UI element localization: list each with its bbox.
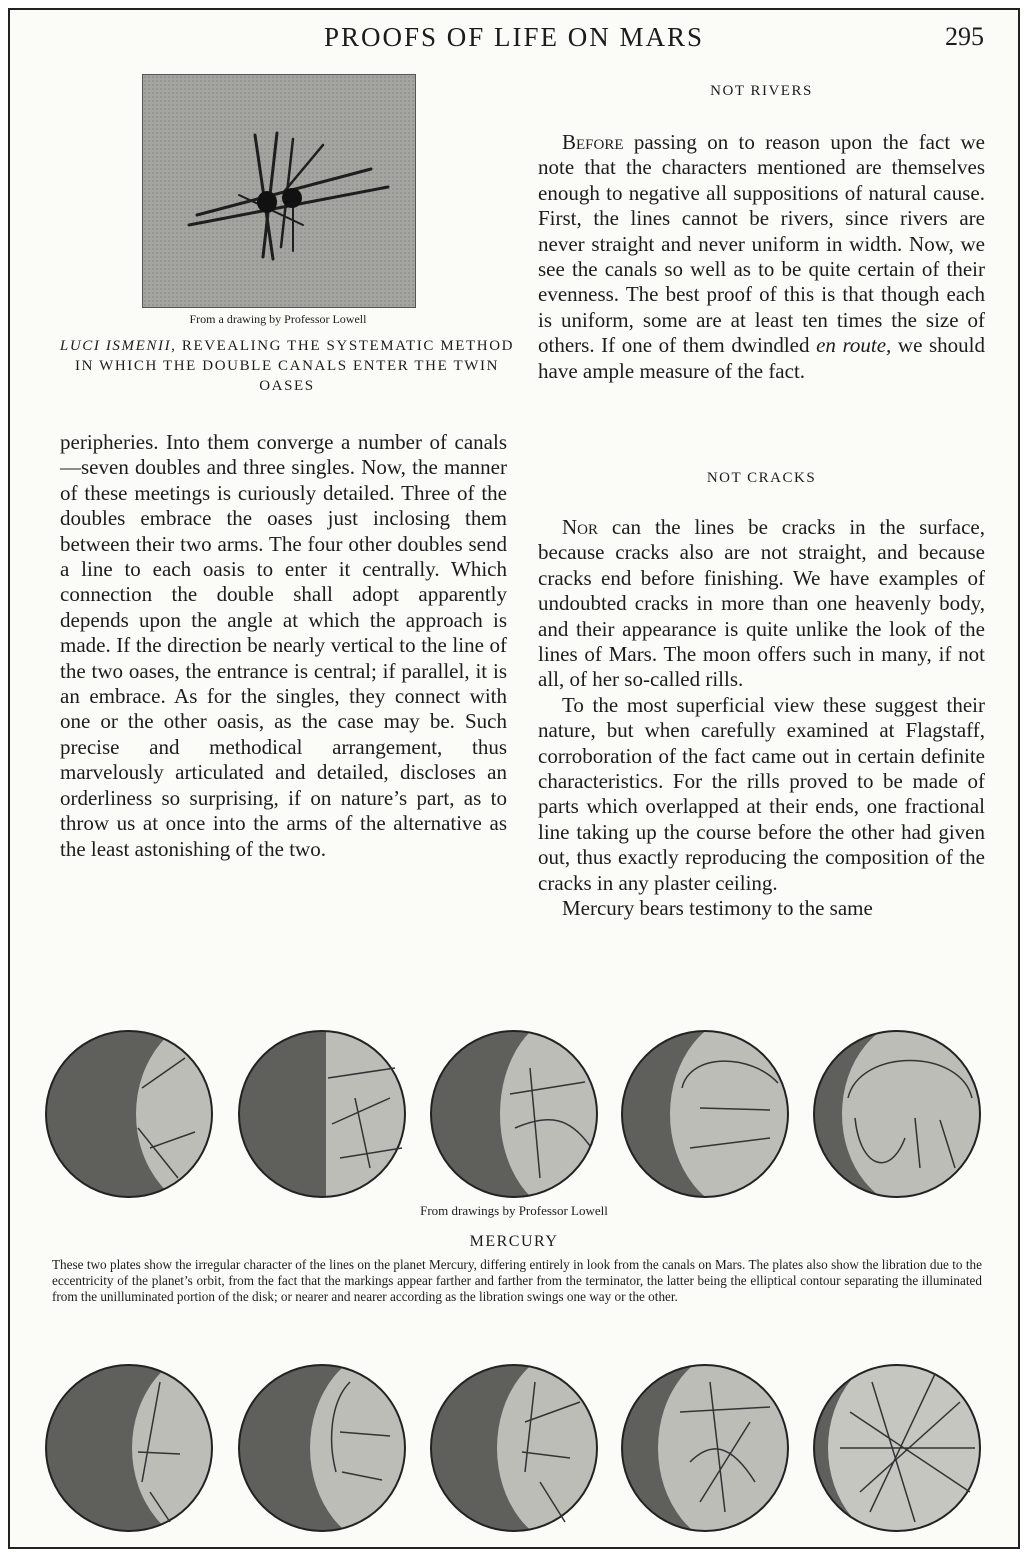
paragraph-not-rivers-end: we should have ample measure of the fact. <box>538 333 985 383</box>
paragraph-not-rivers <box>538 130 985 384</box>
mercury-disk <box>814 1362 992 1534</box>
right-column-lower <box>538 515 985 922</box>
document-page <box>8 8 1020 1549</box>
luci-ismenii-drawing <box>142 74 416 308</box>
mercury-plate-lower <box>10 1362 1020 1534</box>
left-column <box>60 430 507 862</box>
mercury-caption: These two plates show the irregular character of the lines on the planet Mercury, differing entirely in look from the canals on Mars. The plates also show the libration due to the eccentricity of the planet’s orbit, from the fact that the markings appear farther and farther from the terminator, the latter being the elliptical contour separating the illuminated from the unilluminated portion of the disk; or nearer and nearer according as the libration swings one way or the other. <box>52 1257 982 1304</box>
figure-caption-text: REVEALING THE SYSTEMATIC METHOD IN WHICH THE DOUBLE CANALS ENTER THE TWIN OASES <box>74 338 515 394</box>
mercury-disk <box>431 1362 653 1534</box>
dropcap-nor: Nor <box>562 515 599 539</box>
paragraph-not-cracks-text: can the lines be cracks in the surface, because cracks also are not straight, and because cracks end before finishing. We have examples of undoubted cracks in more than one heavenly body, and their appearance is quite unlike the look of the lines of Mars. The moon offers such in many, if not all, of her so-called rills. <box>538 515 985 692</box>
paragraph-not-cracks <box>538 515 985 693</box>
mercury-disk <box>622 1362 818 1534</box>
figure-caption <box>52 336 522 396</box>
paragraph-rills: To the most superficial view these suggest their nature, but when carefully examined at Flagstaff, corroboration of the fact came out in certain definite characteristics. For the rills proved to be made of parts which overlapped at their ends, one fractional line taking up the course before the other had given out, thus exactly reproducing the composition of the cracks in any plaster ceiling. <box>538 692 985 895</box>
heading-not-rivers: NOT RIVERS <box>710 83 813 99</box>
right-column-upper <box>538 130 985 384</box>
mercury-disk <box>622 1028 830 1200</box>
heading-not-cracks: NOT CRACKS <box>706 470 817 486</box>
paragraph-mercury: Mercury bears testimony to the same <box>562 896 873 921</box>
figure-credit: From a drawing by Professor Lowell <box>189 312 367 326</box>
en-route-italic: en route, <box>816 333 892 358</box>
mercury-plate-upper <box>10 1028 1020 1200</box>
left-paragraph: peripheries. Into them converge a number of canals—seven doubles and three singles. Now, the manner of these meetings is curiously detailed. Three of the doubles embrace the oases just inclosing them between their two arms. The four other doubles send a line to each oasis to enter it centrally. Which connection the double shall adopt apparently depends upon the angle at which the approach is made. If the direction be nearly vertical to the line of the two oases, the entrance is central; if parallel, it is an embrace. As for the singles, they connect with one or the other oasis, as the case may be. Such precise and methodical arrangement, thus marvelously articulated and detailed, discloses an orderliness so surprising, if on nature’s part, as to throw us at once into the arms of the alternative as the least astonishing of the two. <box>60 430 507 861</box>
mercury-disk <box>239 1028 416 1200</box>
mercury-disk <box>814 1028 998 1200</box>
mercury-drawings-row-2 <box>10 1362 1020 1534</box>
mercury-disk <box>431 1028 640 1200</box>
mercury-drawings-row-1 <box>10 1028 1020 1200</box>
page-number: 295 <box>945 22 984 51</box>
running-title: PROOFS OF LIFE ON MARS <box>323 22 705 52</box>
mercury-credit: From drawings by Professor Lowell <box>420 1203 608 1218</box>
luci-ismenii-illustration <box>143 75 415 307</box>
mercury-title: MERCURY <box>469 1233 559 1250</box>
page-header <box>10 22 1018 62</box>
figure-caption-italic: LUCI ISMENII, <box>59 338 177 354</box>
paragraph-not-rivers-text: passing on to reason upon the fact we note that the characters mentioned are themselves enough to negative all suppositions of natural cause. First, the lines cannot be rivers, since rivers are never straight and never uniform in width. Now, we see the canals so well as to be quite certain of their evenness. The best proof of this is that though each is uniform, some are at least ten times the size of others. If one of them dwindled <box>538 130 985 358</box>
dropcap-before: Before <box>562 130 624 154</box>
